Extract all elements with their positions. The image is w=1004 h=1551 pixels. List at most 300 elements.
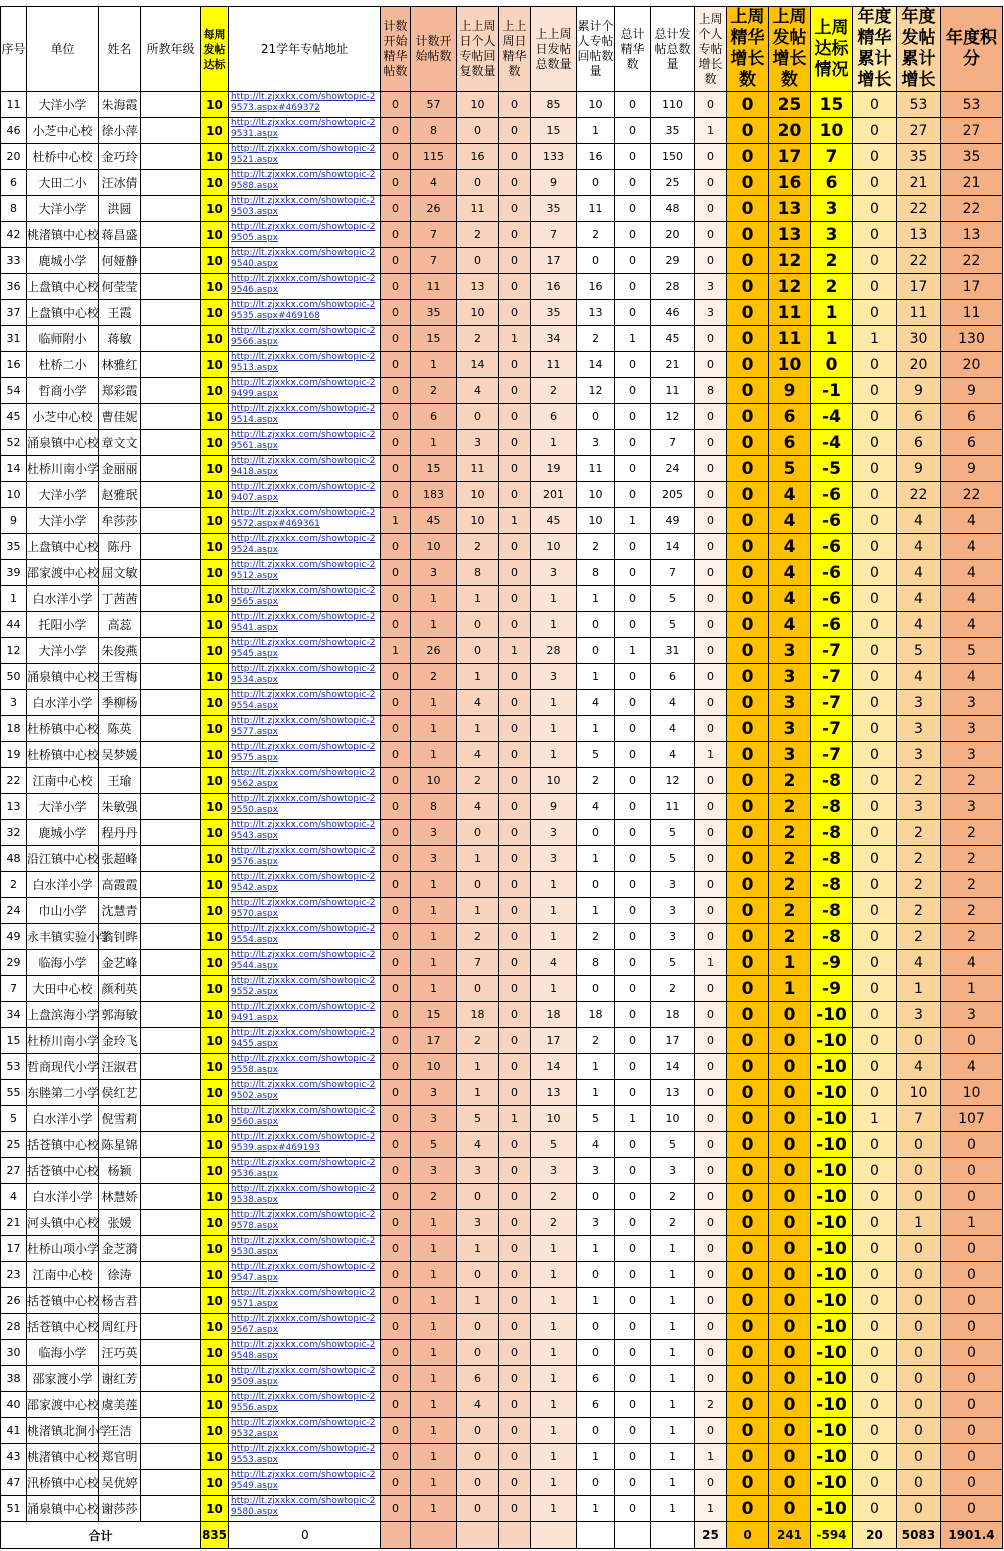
cell-c5: 1 bbox=[531, 924, 577, 950]
cell-c7: 0 bbox=[615, 1496, 651, 1522]
topic-link[interactable]: http://lt.zjxxkx.com/showtopic-29560.aspx bbox=[229, 1106, 381, 1132]
cell-seq: 41 bbox=[1, 1418, 27, 1444]
cell-c1: 0 bbox=[381, 1314, 411, 1340]
cell-c14: 3 bbox=[897, 794, 941, 820]
topic-link[interactable]: http://lt.zjxxkx.com/showtopic-29531.aspx bbox=[229, 118, 381, 144]
cell-c11: 4 bbox=[769, 560, 811, 586]
cell-grade bbox=[141, 820, 201, 846]
topic-link[interactable]: http://lt.zjxxkx.com/showtopic-29572.aspx#469361 bbox=[229, 508, 381, 534]
cell-unit: 哲商现代小学 bbox=[27, 1054, 99, 1080]
topic-link[interactable]: http://lt.zjxxkx.com/showtopic-29491.aspx bbox=[229, 1002, 381, 1028]
cell-c8: 4 bbox=[651, 716, 695, 742]
cell-c1: 0 bbox=[381, 170, 411, 196]
cell-unit: 白水洋小学 bbox=[27, 872, 99, 898]
cell-c1: 1 bbox=[381, 638, 411, 664]
cell-c14: 2 bbox=[897, 924, 941, 950]
totals-c11: 241 bbox=[769, 1522, 811, 1549]
cell-c10: 0 bbox=[727, 1444, 769, 1470]
cell-seq: 30 bbox=[1, 1340, 27, 1366]
cell-name: 谢莎莎 bbox=[99, 1496, 141, 1522]
cell-c9: 0 bbox=[695, 898, 727, 924]
topic-link[interactable]: http://lt.zjxxkx.com/showtopic-29514.aspx bbox=[229, 404, 381, 430]
cell-c8: 45 bbox=[651, 326, 695, 352]
topic-link[interactable]: http://lt.zjxxkx.com/showtopic-29561.aspx bbox=[229, 430, 381, 456]
cell-c5: 35 bbox=[531, 196, 577, 222]
cell-name: 郑彩霞 bbox=[99, 378, 141, 404]
cell-unit: 括苍镇中心校 bbox=[27, 1288, 99, 1314]
cell-c2: 1 bbox=[411, 976, 457, 1002]
topic-link[interactable]: http://lt.zjxxkx.com/showtopic-29556.aspx bbox=[229, 1392, 381, 1418]
cell-c2: 1 bbox=[411, 1288, 457, 1314]
cell-c15: 1 bbox=[941, 1210, 1003, 1236]
cell-c14: 1 bbox=[897, 1210, 941, 1236]
cell-c11: 17 bbox=[769, 144, 811, 170]
cell-c15: 2 bbox=[941, 820, 1003, 846]
cell-c6: 3 bbox=[577, 1210, 615, 1236]
cell-c13: 0 bbox=[853, 794, 897, 820]
cell-c3: 6 bbox=[457, 1366, 499, 1392]
table-row bbox=[1, 248, 1003, 274]
cell-c1: 0 bbox=[381, 1184, 411, 1210]
topic-link[interactable]: http://lt.zjxxkx.com/showtopic-29571.aspx bbox=[229, 1288, 381, 1314]
cell-c14: 22 bbox=[897, 482, 941, 508]
cell-c9: 0 bbox=[695, 1262, 727, 1288]
cell-seq: 8 bbox=[1, 196, 27, 222]
topic-link[interactable]: http://lt.zjxxkx.com/showtopic-29535.aspx#469168 bbox=[229, 300, 381, 326]
cell-c3: 16 bbox=[457, 144, 499, 170]
cell-c14: 0 bbox=[897, 1470, 941, 1496]
cell-c9: 0 bbox=[695, 404, 727, 430]
cell-grade bbox=[141, 1236, 201, 1262]
cell-c7: 0 bbox=[615, 352, 651, 378]
table-row bbox=[1, 1028, 1003, 1054]
cell-c1: 0 bbox=[381, 482, 411, 508]
cell-name: 翁钊晔 bbox=[99, 924, 141, 950]
cell-standard: 10 bbox=[201, 456, 229, 482]
cell-c4: 0 bbox=[499, 742, 531, 768]
cell-c15: 9 bbox=[941, 378, 1003, 404]
topic-link[interactable]: http://lt.zjxxkx.com/showtopic-29544.aspx bbox=[229, 950, 381, 976]
cell-c9: 0 bbox=[695, 1080, 727, 1106]
topic-link[interactable]: http://lt.zjxxkx.com/showtopic-29588.aspx bbox=[229, 170, 381, 196]
cell-unit: 江南中心校 bbox=[27, 768, 99, 794]
topic-link[interactable]: http://lt.zjxxkx.com/showtopic-29532.aspx bbox=[229, 1418, 381, 1444]
cell-grade bbox=[141, 222, 201, 248]
cell-c6: 13 bbox=[577, 300, 615, 326]
cell-c12: -10 bbox=[811, 1470, 853, 1496]
cell-c1: 0 bbox=[381, 196, 411, 222]
cell-c12: -8 bbox=[811, 898, 853, 924]
cell-name: 谢红芳 bbox=[99, 1366, 141, 1392]
topic-link[interactable]: http://lt.zjxxkx.com/showtopic-29554.aspx bbox=[229, 924, 381, 950]
cell-c6: 1 bbox=[577, 1054, 615, 1080]
topic-link[interactable]: http://lt.zjxxkx.com/showtopic-29505.aspx bbox=[229, 222, 381, 248]
cell-c7: 0 bbox=[615, 300, 651, 326]
cell-c4: 0 bbox=[499, 690, 531, 716]
cell-c14: 6 bbox=[897, 404, 941, 430]
cell-c6: 16 bbox=[577, 144, 615, 170]
table-row bbox=[1, 1158, 1003, 1184]
cell-c3: 1 bbox=[457, 1054, 499, 1080]
cell-grade bbox=[141, 508, 201, 534]
cell-c10: 0 bbox=[727, 1184, 769, 1210]
topic-link[interactable]: http://lt.zjxxkx.com/showtopic-29521.aspx bbox=[229, 144, 381, 170]
cell-c3: 0 bbox=[457, 404, 499, 430]
cell-c7: 0 bbox=[615, 768, 651, 794]
cell-c12: -10 bbox=[811, 1158, 853, 1184]
cell-c1: 0 bbox=[381, 820, 411, 846]
cell-c15: 2 bbox=[941, 872, 1003, 898]
cell-c5: 1 bbox=[531, 1496, 577, 1522]
cell-c14: 9 bbox=[897, 378, 941, 404]
cell-standard: 10 bbox=[201, 690, 229, 716]
cell-standard: 10 bbox=[201, 300, 229, 326]
cell-c15: 22 bbox=[941, 482, 1003, 508]
cell-c13: 0 bbox=[853, 1418, 897, 1444]
cell-c5: 1 bbox=[531, 1340, 577, 1366]
cell-c15: 0 bbox=[941, 1236, 1003, 1262]
cell-seq: 44 bbox=[1, 612, 27, 638]
cell-standard: 10 bbox=[201, 1314, 229, 1340]
cell-c4: 0 bbox=[499, 898, 531, 924]
topic-link[interactable]: http://lt.zjxxkx.com/showtopic-29549.aspx bbox=[229, 1470, 381, 1496]
cell-name: 金芝漪 bbox=[99, 1236, 141, 1262]
cell-c3: 2 bbox=[457, 534, 499, 560]
table-row bbox=[1, 924, 1003, 950]
cell-c9: 0 bbox=[695, 976, 727, 1002]
cell-c3: 0 bbox=[457, 1314, 499, 1340]
cell-c2: 57 bbox=[411, 92, 457, 118]
topic-link[interactable]: http://lt.zjxxkx.com/showtopic-29573.aspx#469372 bbox=[229, 92, 381, 118]
cell-c9: 3 bbox=[695, 300, 727, 326]
cell-name: 林慧娇 bbox=[99, 1184, 141, 1210]
cell-c3: 10 bbox=[457, 508, 499, 534]
cell-c9: 0 bbox=[695, 1340, 727, 1366]
topic-link[interactable]: http://lt.zjxxkx.com/showtopic-29534.aspx bbox=[229, 664, 381, 690]
cell-c14: 2 bbox=[897, 872, 941, 898]
cell-c6: 8 bbox=[577, 560, 615, 586]
topic-link[interactable]: http://lt.zjxxkx.com/showtopic-29562.aspx bbox=[229, 768, 381, 794]
topic-link[interactable]: http://lt.zjxxkx.com/showtopic-29580.aspx bbox=[229, 1496, 381, 1522]
cell-c9: 0 bbox=[695, 846, 727, 872]
cell-standard: 10 bbox=[201, 742, 229, 768]
cell-c10: 0 bbox=[727, 924, 769, 950]
cell-c7: 0 bbox=[615, 1184, 651, 1210]
cell-seq: 49 bbox=[1, 924, 27, 950]
cell-c11: 4 bbox=[769, 482, 811, 508]
topic-link[interactable]: http://lt.zjxxkx.com/showtopic-29543.aspx bbox=[229, 820, 381, 846]
topic-link[interactable]: http://lt.zjxxkx.com/showtopic-29554.aspx bbox=[229, 690, 381, 716]
cell-c10: 0 bbox=[727, 690, 769, 716]
cell-standard: 10 bbox=[201, 1262, 229, 1288]
cell-name: 张媛 bbox=[99, 1210, 141, 1236]
cell-c8: 24 bbox=[651, 456, 695, 482]
cell-standard: 10 bbox=[201, 508, 229, 534]
topic-link[interactable]: http://lt.zjxxkx.com/showtopic-29509.aspx bbox=[229, 1366, 381, 1392]
cell-c11: 11 bbox=[769, 300, 811, 326]
cell-c8: 5 bbox=[651, 1132, 695, 1158]
cell-seq: 16 bbox=[1, 352, 27, 378]
cell-c14: 4 bbox=[897, 560, 941, 586]
cell-c12: -10 bbox=[811, 1028, 853, 1054]
cell-c2: 45 bbox=[411, 508, 457, 534]
topic-link[interactable]: http://lt.zjxxkx.com/showtopic-29575.aspx bbox=[229, 742, 381, 768]
topic-link[interactable]: http://lt.zjxxkx.com/showtopic-29503.aspx bbox=[229, 196, 381, 222]
cell-c7: 0 bbox=[615, 1002, 651, 1028]
cell-c13: 0 bbox=[853, 690, 897, 716]
totals-c15: 1901.4 bbox=[941, 1522, 1003, 1549]
cell-c1: 0 bbox=[381, 924, 411, 950]
cell-c11: 3 bbox=[769, 664, 811, 690]
cell-c4: 0 bbox=[499, 1314, 531, 1340]
cell-c1: 0 bbox=[381, 586, 411, 612]
cell-c1: 0 bbox=[381, 1080, 411, 1106]
cell-c10: 0 bbox=[727, 1366, 769, 1392]
cell-c6: 14 bbox=[577, 352, 615, 378]
topic-link[interactable]: http://lt.zjxxkx.com/showtopic-29570.aspx bbox=[229, 898, 381, 924]
cell-c4: 0 bbox=[499, 248, 531, 274]
cell-grade bbox=[141, 1002, 201, 1028]
cell-c8: 1 bbox=[651, 1366, 695, 1392]
cell-c4: 0 bbox=[499, 664, 531, 690]
cell-c11: 1 bbox=[769, 976, 811, 1002]
cell-c7: 0 bbox=[615, 1288, 651, 1314]
topic-link[interactable]: http://lt.zjxxkx.com/showtopic-29536.aspx bbox=[229, 1158, 381, 1184]
cell-c8: 205 bbox=[651, 482, 695, 508]
cell-c10: 0 bbox=[727, 846, 769, 872]
cell-c2: 1 bbox=[411, 1470, 457, 1496]
topic-link[interactable]: http://lt.zjxxkx.com/showtopic-29539.aspx#469193 bbox=[229, 1132, 381, 1158]
cell-c5: 6 bbox=[531, 404, 577, 430]
topic-link[interactable]: http://lt.zjxxkx.com/showtopic-29542.aspx bbox=[229, 872, 381, 898]
cell-c6: 16 bbox=[577, 274, 615, 300]
topic-link[interactable]: http://lt.zjxxkx.com/showtopic-29512.aspx bbox=[229, 560, 381, 586]
cell-standard: 10 bbox=[201, 872, 229, 898]
table-row bbox=[1, 1080, 1003, 1106]
cell-c14: 0 bbox=[897, 1418, 941, 1444]
cell-c15: 1 bbox=[941, 976, 1003, 1002]
cell-c9: 0 bbox=[695, 326, 727, 352]
topic-link[interactable]: http://lt.zjxxkx.com/showtopic-29565.aspx bbox=[229, 586, 381, 612]
cell-c1: 0 bbox=[381, 1210, 411, 1236]
cell-c3: 1 bbox=[457, 664, 499, 690]
topic-link[interactable]: http://lt.zjxxkx.com/showtopic-29550.aspx bbox=[229, 794, 381, 820]
cell-c5: 18 bbox=[531, 1002, 577, 1028]
cell-c15: 4 bbox=[941, 664, 1003, 690]
topic-link[interactable]: http://lt.zjxxkx.com/showtopic-29499.aspx bbox=[229, 378, 381, 404]
cell-c7: 0 bbox=[615, 430, 651, 456]
cell-c4: 0 bbox=[499, 1366, 531, 1392]
cell-c13: 0 bbox=[853, 638, 897, 664]
cell-c3: 11 bbox=[457, 456, 499, 482]
topic-link[interactable]: http://lt.zjxxkx.com/showtopic-29567.aspx bbox=[229, 1314, 381, 1340]
cell-c10: 0 bbox=[727, 482, 769, 508]
cell-c8: 5 bbox=[651, 586, 695, 612]
cell-c2: 3 bbox=[411, 560, 457, 586]
cell-seq: 35 bbox=[1, 534, 27, 560]
topic-link[interactable]: http://lt.zjxxkx.com/showtopic-29540.aspx bbox=[229, 248, 381, 274]
topic-link[interactable]: http://lt.zjxxkx.com/showtopic-29538.aspx bbox=[229, 1184, 381, 1210]
topic-link[interactable]: http://lt.zjxxkx.com/showtopic-29558.aspx bbox=[229, 1054, 381, 1080]
cell-c6: 0 bbox=[577, 1184, 615, 1210]
cell-c10: 0 bbox=[727, 274, 769, 300]
cell-c4: 0 bbox=[499, 482, 531, 508]
cell-c5: 1 bbox=[531, 1236, 577, 1262]
cell-c6: 0 bbox=[577, 1262, 615, 1288]
cell-c12: -6 bbox=[811, 560, 853, 586]
cell-c9: 1 bbox=[695, 1444, 727, 1470]
cell-c8: 11 bbox=[651, 378, 695, 404]
cell-c3: 4 bbox=[457, 378, 499, 404]
cell-c5: 17 bbox=[531, 248, 577, 274]
cell-c10: 0 bbox=[727, 300, 769, 326]
cell-c10: 0 bbox=[727, 586, 769, 612]
cell-c3: 2 bbox=[457, 1028, 499, 1054]
table-row bbox=[1, 222, 1003, 248]
topic-link[interactable]: http://lt.zjxxkx.com/showtopic-29552.aspx bbox=[229, 976, 381, 1002]
cell-grade bbox=[141, 144, 201, 170]
cell-c10: 0 bbox=[727, 794, 769, 820]
cell-grade bbox=[141, 1314, 201, 1340]
cell-c4: 0 bbox=[499, 586, 531, 612]
cell-seq: 4 bbox=[1, 1184, 27, 1210]
topic-link[interactable]: http://lt.zjxxkx.com/showtopic-29541.aspx bbox=[229, 612, 381, 638]
cell-unit: 杜桥中心校 bbox=[27, 144, 99, 170]
cell-c3: 0 bbox=[457, 976, 499, 1002]
cell-c8: 3 bbox=[651, 872, 695, 898]
cell-c3: 3 bbox=[457, 1158, 499, 1184]
cell-c3: 0 bbox=[457, 1496, 499, 1522]
cell-c14: 0 bbox=[897, 1366, 941, 1392]
cell-c11: 4 bbox=[769, 612, 811, 638]
cell-c2: 8 bbox=[411, 794, 457, 820]
topic-link[interactable]: http://lt.zjxxkx.com/showtopic-29530.aspx bbox=[229, 1236, 381, 1262]
topic-link[interactable]: http://lt.zjxxkx.com/showtopic-29553.aspx bbox=[229, 1444, 381, 1470]
cell-seq: 48 bbox=[1, 846, 27, 872]
cell-grade bbox=[141, 690, 201, 716]
cell-standard: 10 bbox=[201, 1158, 229, 1184]
cell-c12: -6 bbox=[811, 482, 853, 508]
cell-c9: 0 bbox=[695, 1314, 727, 1340]
cell-c3: 4 bbox=[457, 690, 499, 716]
cell-c3: 4 bbox=[457, 1392, 499, 1418]
cell-c8: 17 bbox=[651, 1028, 695, 1054]
cell-c11: 20 bbox=[769, 118, 811, 144]
cell-c4: 0 bbox=[499, 352, 531, 378]
cell-c12: 0 bbox=[811, 352, 853, 378]
cell-c12: -8 bbox=[811, 846, 853, 872]
cell-c13: 0 bbox=[853, 846, 897, 872]
cell-c7: 0 bbox=[615, 144, 651, 170]
topic-link[interactable]: http://lt.zjxxkx.com/showtopic-29546.aspx bbox=[229, 274, 381, 300]
topic-link[interactable]: http://lt.zjxxkx.com/showtopic-29513.aspx bbox=[229, 352, 381, 378]
cell-grade bbox=[141, 924, 201, 950]
cell-c11: 0 bbox=[769, 1054, 811, 1080]
cell-c13: 0 bbox=[853, 950, 897, 976]
header-c3: 上上周日个人专帖回复数量 bbox=[457, 7, 499, 92]
cell-c13: 0 bbox=[853, 1028, 897, 1054]
cell-c14: 0 bbox=[897, 1236, 941, 1262]
topic-link[interactable]: http://lt.zjxxkx.com/showtopic-29455.aspx bbox=[229, 1028, 381, 1054]
cell-c9: 0 bbox=[695, 1210, 727, 1236]
topic-link[interactable]: http://lt.zjxxkx.com/showtopic-29566.aspx bbox=[229, 326, 381, 352]
cell-name: 蒋敏 bbox=[99, 326, 141, 352]
cell-c7: 0 bbox=[615, 976, 651, 1002]
cell-c2: 1 bbox=[411, 612, 457, 638]
topic-link[interactable]: http://lt.zjxxkx.com/showtopic-29577.aspx bbox=[229, 716, 381, 742]
cell-c1: 0 bbox=[381, 1340, 411, 1366]
topic-link[interactable]: http://lt.zjxxkx.com/showtopic-29576.aspx bbox=[229, 846, 381, 872]
totals-c9: 25 bbox=[695, 1522, 727, 1549]
cell-c10: 0 bbox=[727, 742, 769, 768]
cell-c10: 0 bbox=[727, 560, 769, 586]
cell-c15: 0 bbox=[941, 1132, 1003, 1158]
topic-link[interactable]: http://lt.zjxxkx.com/showtopic-29548.aspx bbox=[229, 1340, 381, 1366]
table-row bbox=[1, 274, 1003, 300]
cell-standard: 10 bbox=[201, 430, 229, 456]
cell-c10: 0 bbox=[727, 222, 769, 248]
topic-link[interactable]: http://lt.zjxxkx.com/showtopic-29547.aspx bbox=[229, 1262, 381, 1288]
cell-c4: 0 bbox=[499, 534, 531, 560]
topic-link[interactable]: http://lt.zjxxkx.com/showtopic-29524.aspx bbox=[229, 534, 381, 560]
cell-c12: -10 bbox=[811, 1366, 853, 1392]
cell-c10: 0 bbox=[727, 352, 769, 378]
topic-link[interactable]: http://lt.zjxxkx.com/showtopic-29578.aspx bbox=[229, 1210, 381, 1236]
table-row bbox=[1, 1496, 1003, 1522]
topic-link[interactable]: http://lt.zjxxkx.com/showtopic-29502.aspx bbox=[229, 1080, 381, 1106]
cell-c14: 0 bbox=[897, 1392, 941, 1418]
cell-c4: 0 bbox=[499, 1028, 531, 1054]
cell-standard: 10 bbox=[201, 1236, 229, 1262]
cell-c1: 0 bbox=[381, 352, 411, 378]
cell-c10: 0 bbox=[727, 1470, 769, 1496]
cell-name: 汪冰倩 bbox=[99, 170, 141, 196]
cell-c8: 1 bbox=[651, 1444, 695, 1470]
topic-link[interactable]: http://lt.zjxxkx.com/showtopic-29407.aspx bbox=[229, 482, 381, 508]
cell-c3: 0 bbox=[457, 1470, 499, 1496]
cell-c1: 0 bbox=[381, 898, 411, 924]
table-row bbox=[1, 300, 1003, 326]
cell-c9: 1 bbox=[695, 742, 727, 768]
cell-c14: 0 bbox=[897, 1184, 941, 1210]
cell-c1: 0 bbox=[381, 768, 411, 794]
cell-c8: 110 bbox=[651, 92, 695, 118]
cell-unit: 杜桥川南小学 bbox=[27, 456, 99, 482]
topic-link[interactable]: http://lt.zjxxkx.com/showtopic-29545.aspx bbox=[229, 638, 381, 664]
cell-grade bbox=[141, 1392, 201, 1418]
cell-c1: 0 bbox=[381, 456, 411, 482]
cell-c11: 0 bbox=[769, 1470, 811, 1496]
cell-c2: 10 bbox=[411, 1054, 457, 1080]
topic-link[interactable]: http://lt.zjxxkx.com/showtopic-29418.aspx bbox=[229, 456, 381, 482]
table-row bbox=[1, 170, 1003, 196]
cell-c3: 4 bbox=[457, 1132, 499, 1158]
cell-unit: 永丰镇实验小学 bbox=[27, 924, 99, 950]
cell-c15: 3 bbox=[941, 794, 1003, 820]
cell-c9: 1 bbox=[695, 950, 727, 976]
totals-c13: 20 bbox=[853, 1522, 897, 1549]
cell-c10: 0 bbox=[727, 404, 769, 430]
cell-c13: 0 bbox=[853, 248, 897, 274]
cell-c12: -6 bbox=[811, 586, 853, 612]
cell-c3: 2 bbox=[457, 222, 499, 248]
cell-c14: 0 bbox=[897, 1158, 941, 1184]
table-row bbox=[1, 1392, 1003, 1418]
cell-c12: -6 bbox=[811, 612, 853, 638]
cell-c11: 12 bbox=[769, 274, 811, 300]
cell-c2: 1 bbox=[411, 1444, 457, 1470]
cell-grade bbox=[141, 1080, 201, 1106]
